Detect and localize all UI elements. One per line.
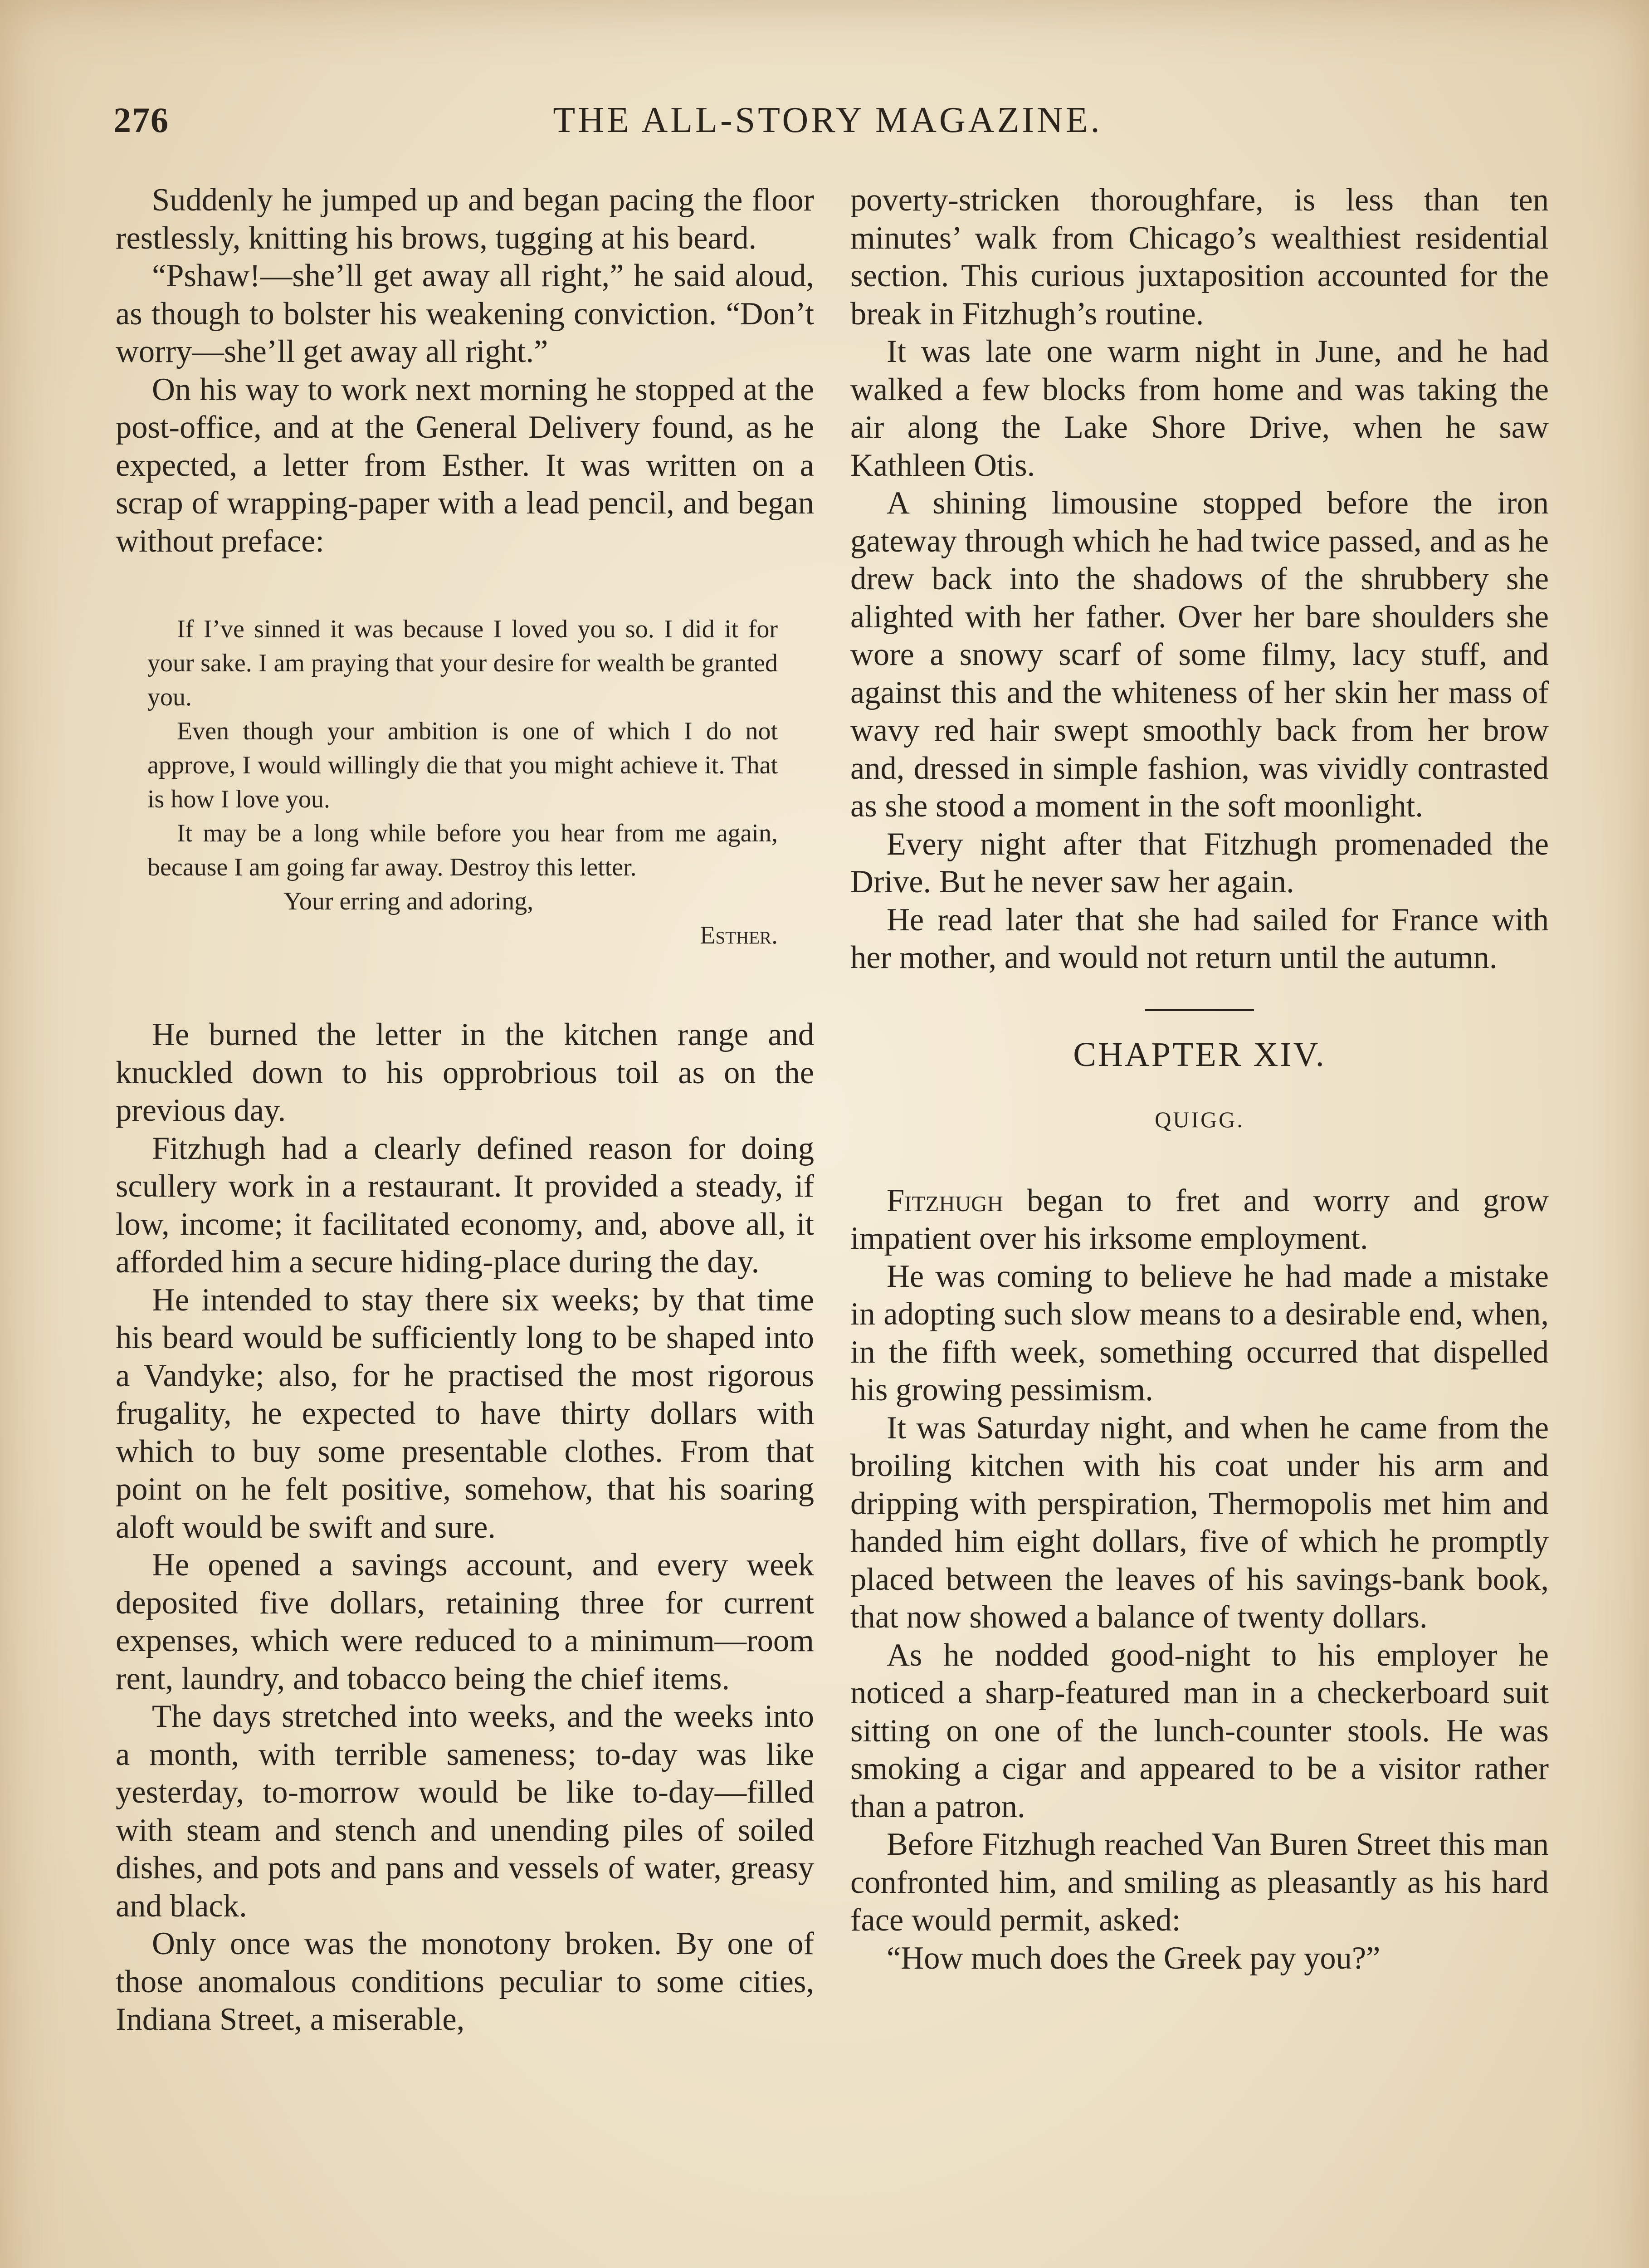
section-divider — [1145, 1009, 1254, 1011]
left-column — [116, 181, 814, 2039]
paragraph: Fitzhugh had a clearly defined reason for doing scullery work in a restaurant. It provided a steady, if low, income; it facilitated economy, and, above all, it afforded him a secure hiding-place during the day. — [116, 1130, 814, 1280]
paragraph: He was coming to believe he had made a mistake in adopting such slow means to a desirable end, when, in the fifth week, something occurred that dispelled his growing pessimism. — [850, 1258, 1549, 1408]
chapter-first-paragraph — [850, 1182, 1549, 1258]
paragraph: The days stretched into weeks, and the weeks into a month, with terrible sameness; to-day was like yesterday, to-morrow would be like to-day—filled with steam and stench and unending piles of soiled dishes, and pots and pans and vessels of water, greasy and black. — [116, 1699, 814, 1924]
letter-paragraph: It may be a long while before you hear from me again, because I am going far away. Destroy this letter. — [147, 819, 778, 881]
paragraph: Only once was the monotony broken. By one of those anomalous conditions peculiar to some cities, Indiana Street, a miserable, — [116, 1926, 814, 2037]
letter-paragraph: If I’ve sinned it was because I loved you so. I did it for your sake. I am praying that your desire for wealth be granted you. — [147, 615, 778, 711]
paragraph: Every night after that Fitzhugh promenaded the Drive. But he never saw her again. — [850, 826, 1549, 899]
paragraph: Suddenly he jumped up and began pacing the floor restlessly, knitting his brows, tugging at his beard. — [116, 182, 814, 256]
paragraph: “How much does the Greek pay you?” — [887, 1940, 1381, 1976]
paragraph: He opened a savings account, and every week deposited five dollars, retaining three for current expenses, which were reduced to a minimum—room rent, laundry, and tobacco being the chief items. — [116, 1547, 814, 1696]
letter-signature: Esther. — [700, 921, 778, 949]
paragraph: Before Fitzhugh reached Van Buren Street this man confronted him, and smiling as pleasantly as his hard face would permit, asked: — [850, 1827, 1549, 1938]
esther-letter — [116, 612, 814, 953]
running-head: THE ALL-STORY MAGAZINE. — [553, 100, 1103, 140]
paragraph: “Pshaw!—she’ll get away all right,” he said aloud, as though to bolster his weakening conviction. “Don’t worry—she’ll get away all right.” — [116, 258, 814, 369]
paragraph: A shining limousine stopped before the iron gateway through which he had twice passed, and as he drew back into the shadows of the shrubbery she alighted with her father. Over her bare shoulders she wore a snowy scarf of some filmy, lacy stuff, and against this and the whiteness of her skin her mass of wavy red hair swept smoothly back from her brow and, dressed in simple fashion, was vividly contrasted as she stood a moment in the soft moonlight. — [850, 485, 1549, 824]
letter-paragraph: Even though your ambition is one of which I do not approve, I would willingly die that you might achieve it. That is how I love you. — [147, 717, 778, 813]
paragraph: He read later that she had sailed for France with her mother, and would not return until the autumn. — [850, 902, 1549, 975]
right-column — [850, 181, 1549, 1977]
chapter-subtitle: QUIGG. — [1155, 1107, 1244, 1132]
chapter-first-paragraph-text: began to fret and worry and grow impatient over his irksome employment. — [850, 1183, 1549, 1256]
page-number: 276 — [113, 100, 169, 140]
paragraph: It was late one warm night in June, and he had walked a few blocks from home and was taking the air along the Lake Shore Drive, when he saw Kathleen Otis. — [850, 334, 1549, 483]
paragraph: He intended to stay there six weeks; by that time his beard would be sufficiently long to be shaped into a Vandyke; also, for he practised the most rigorous frugality, he expected to have thirty dollars with which to buy some presentable clothes. From that point on he felt positive, somehow, that his soaring aloft would be swift and sure. — [116, 1282, 814, 1545]
chapter-lead-word: Fitzhugh — [887, 1183, 1003, 1218]
paragraph-continued: poverty-stricken thoroughfare, is less than ten minutes’ walk from Chicago’s wealthiest residential section. This curious juxtaposition accounted for the break in Fitzhugh’s routine. — [850, 182, 1549, 332]
paragraph: As he nodded good-night to his employer he noticed a sharp-featured man in a checkerboard suit sitting on one of the lunch-counter stools. He was smoking a cigar and appeared to be a visitor rather than a patron. — [850, 1637, 1549, 1824]
paragraph: On his way to work next morning he stopped at the post-office, and at the General Delivery found, as he expected, a letter from Esther. It was written on a scrap of wrapping-paper with a lead pencil, and began without preface: — [116, 371, 814, 559]
page-header — [113, 91, 1542, 150]
paragraph: It was Saturday night, and when he came from the broiling kitchen with his coat under his arm and dripping with perspiration, Thermopolis met him and handed him eight dollars, five of which he promptly placed between the leaves of his savings-bank book, that now showed a balance of twenty dollars. — [850, 1410, 1549, 1635]
paragraph: He burned the letter in the kitchen range and knuckled down to his opprobrious toil as on the previous day. — [116, 1017, 814, 1128]
letter-closing: Your erring and adoring, — [283, 887, 534, 915]
chapter-heading: CHAPTER XIV. — [1073, 1035, 1326, 1074]
